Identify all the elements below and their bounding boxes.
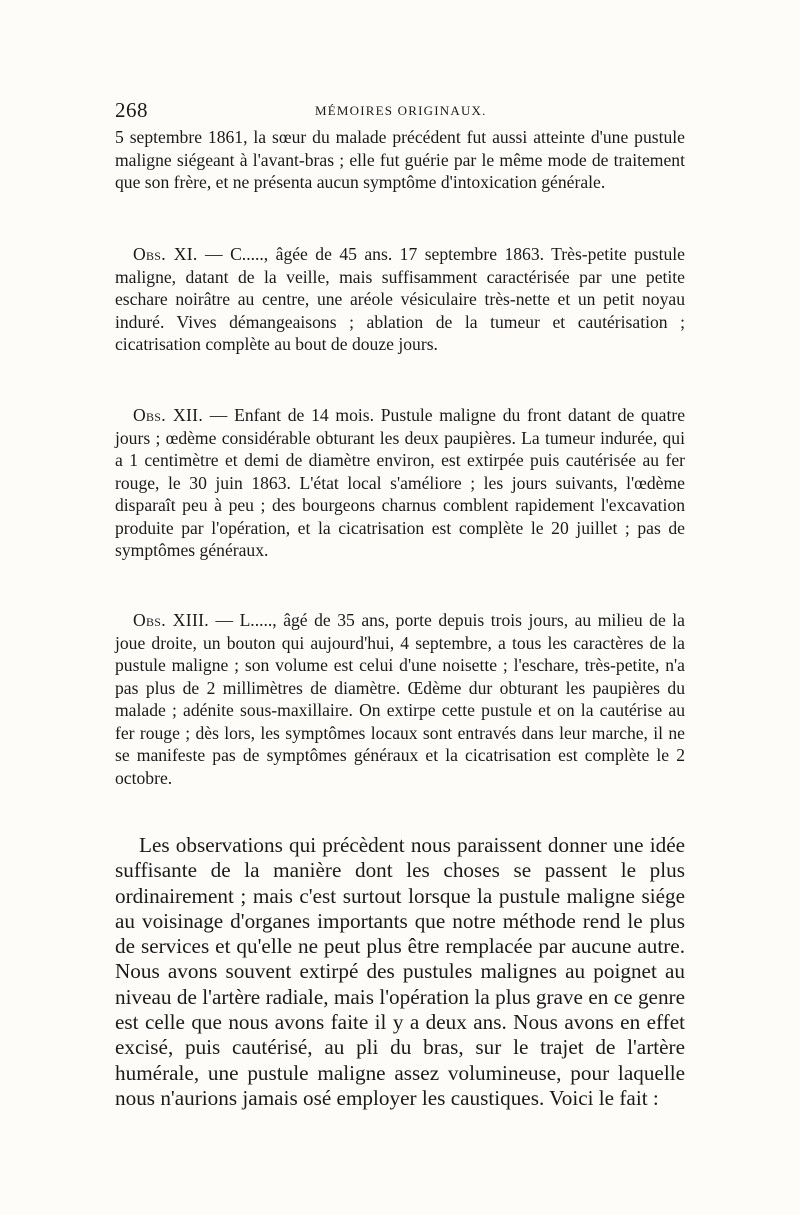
continuation-text: 5 septembre 1861, la sœur du malade précédent fut aussi atteinte d'une pustule maligne siégeant à l'avant-bras ; elle fut guérie par le même mode de traitement que son frère, et ne présenta aucun symptôme d'intoxication générale.: [115, 127, 685, 192]
observation-label: Obs. XIII.: [133, 610, 209, 630]
page-number: 268: [115, 98, 148, 122]
observation-12: [115, 404, 685, 562]
running-title: MÉMOIRES ORIGINAUX.: [315, 103, 487, 118]
observation-text: — C....., âgée de 45 ans. 17 septembre 1863. Très-petite pustule maligne, datant de la veille, mais suffisamment caractérisée par une petite eschare noirâtre au centre, une aréole vésiculaire très-nette et un petit noyau induré. Vives démangeaisons ; ablation de la tumeur et cautérisation ; cicatrisation complète au bout de douze jours.: [115, 244, 685, 354]
running-header: [115, 98, 685, 122]
closing-paragraph: [115, 833, 685, 1111]
observation-label: Obs. XII.: [133, 405, 204, 425]
observation-text: — Enfant de 14 mois. Pustule maligne du front datant de quatre jours ; œdème considérable obturant les deux paupières. La tumeur indurée, qui a 1 centimètre et demi de diamètre environ, est extirpée puis cautérisée au fer rouge, le 30 juin 1863. L'état local s'améliore ; les jours suivants, l'œdème disparaît peu à peu ; des bourgeons charnus comblent rapidement l'excavation produite par l'opération, et la cicatrisation est complète le 20 juillet ; pas de symptômes généraux.: [115, 405, 686, 560]
closing-paragraph-text: Les observations qui précèdent nous paraissent donner une idée suffisante de la manière dont les choses se passent le plus ordinairement ; mais c'est surtout lorsque la pustule maligne siége au voisinage d'organes importants que notre méthode rend le plus de services et qu'elle ne peut plus être remplacée par aucune autre. Nous avons souvent extirpé des pustules malignes au poignet au niveau de l'artère radiale, mais l'opération la plus grave en ce genre est celle que nous avons faite il y a deux ans. Nous avons en effet excisé, puis cautérisé, au pli du bras, sur le trajet de l'artère humérale, une pustule maligne assez volumineuse, pour laquelle nous n'aurions jamais osé employer les caustiques. Voici le fait :: [115, 833, 685, 1110]
observation-label: Obs. XI.: [133, 244, 198, 264]
paragraph-continuation: [115, 126, 685, 194]
observation-11: [115, 243, 685, 356]
observation-13: [115, 609, 685, 789]
observation-text: — L....., âgé de 35 ans, porte depuis trois jours, au milieu de la joue droite, un bouton qui aujourd'hui, 4 septembre, a tous les caractères de la pustule maligne ; son volume est celui d'une noisette ; l'eschare, très-petite, n'a pas plus de 2 millimètres de diamètre. Œdème dur obturant les paupières du malade ; adénite sous-maxillaire. On extirpe cette pustule et on la cautérise au fer rouge ; dès lors, les symptômes locaux sont entravés dans leur marche, il ne se manifeste pas de symptômes généraux et la cicatrisation est complète le 2 octobre.: [115, 610, 685, 788]
